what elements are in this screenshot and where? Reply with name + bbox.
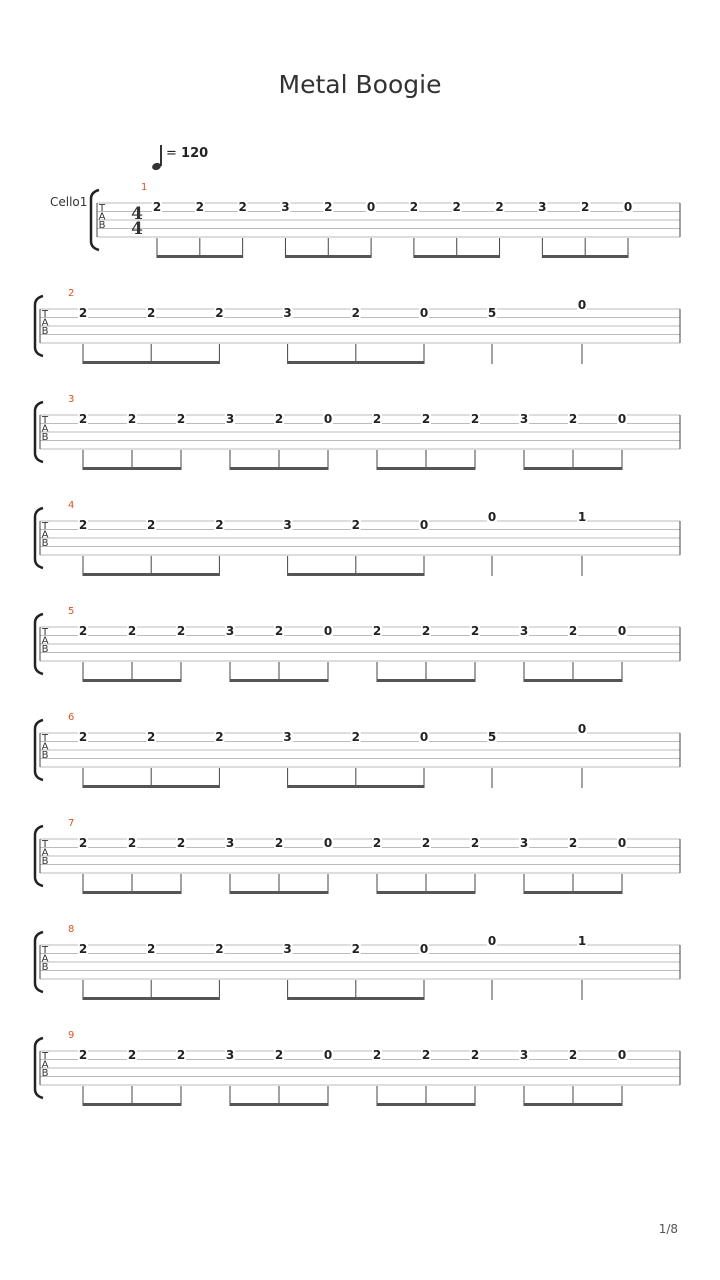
fret-number: 5: [487, 730, 497, 744]
fret-number: 0: [419, 730, 429, 744]
beam: [83, 997, 219, 1000]
fret-number: 3: [283, 942, 292, 956]
beam: [83, 573, 219, 576]
tempo-text: = 120: [166, 146, 209, 161]
fret-number: 2: [372, 624, 382, 638]
beam: [230, 679, 328, 682]
beam: [524, 891, 622, 894]
fret-number: 3: [519, 412, 529, 426]
fret-number: 2: [127, 412, 137, 426]
fret-number: 2: [351, 306, 360, 320]
tab-clef-letter: A: [98, 211, 106, 223]
fret-number: 2: [238, 200, 247, 214]
measure-number: 8: [68, 924, 75, 935]
fret-number: 1: [577, 510, 587, 524]
fret-number: 3: [283, 730, 292, 744]
beam: [377, 891, 475, 894]
fret-number: 3: [283, 518, 292, 532]
fret-number: 2: [215, 730, 224, 744]
measure-number: 6: [68, 712, 75, 723]
beam: [285, 255, 371, 258]
tab-clef-letter: T: [41, 945, 49, 956]
fret-number: 2: [127, 624, 137, 638]
beam: [83, 361, 219, 364]
tab-clef-letter: T: [41, 839, 49, 850]
fret-number: 0: [623, 200, 633, 214]
tab-clef-letter: A: [41, 1059, 49, 1071]
tab-clef-letter: A: [41, 741, 49, 753]
tab-clef-letter: T: [41, 1051, 49, 1062]
tab-clef-letter: T: [98, 203, 106, 214]
tab-clef-letter: A: [41, 953, 49, 965]
beam: [288, 361, 424, 364]
fret-number: 3: [519, 624, 529, 638]
fret-number: 3: [538, 200, 547, 214]
tab-clef-letter: A: [41, 847, 49, 859]
tab-clef-letter: B: [41, 750, 49, 761]
time-signature-top: 4: [131, 204, 143, 224]
beam: [157, 255, 243, 258]
fret-number: 2: [351, 518, 360, 532]
fret-number: 2: [568, 624, 578, 638]
fret-number: 2: [274, 624, 284, 638]
fret-number: 2: [78, 836, 88, 850]
fret-number: 3: [225, 836, 235, 850]
tab-clef-letter: B: [41, 538, 49, 549]
tab-clef-letter: B: [41, 326, 49, 337]
fret-number: 2: [421, 836, 431, 850]
fret-number: 0: [323, 412, 333, 426]
fret-number: 2: [351, 942, 360, 956]
fret-number: 2: [568, 836, 578, 850]
fret-number: 2: [409, 200, 419, 214]
beam: [524, 1103, 622, 1106]
beam: [377, 679, 475, 682]
measure-number: 5: [68, 606, 75, 617]
fret-number: 3: [519, 836, 529, 850]
tab-clef-letter: B: [41, 432, 49, 443]
fret-number: 2: [78, 306, 88, 320]
fret-number: 2: [470, 1048, 480, 1062]
measure-number: 7: [68, 818, 75, 829]
fret-number: 2: [152, 200, 162, 214]
fret-number: 2: [215, 306, 224, 320]
fret-number: 2: [176, 624, 186, 638]
fret-number: 2: [372, 1048, 382, 1062]
tab-clef-letter: T: [41, 627, 49, 638]
fret-number: 2: [147, 942, 156, 956]
page-number: 1/8: [658, 1222, 678, 1236]
fret-number: 2: [421, 412, 431, 426]
fret-number: 3: [225, 412, 235, 426]
fret-number: 2: [176, 412, 186, 426]
fret-number: 3: [225, 1048, 235, 1062]
fret-number: 2: [78, 730, 88, 744]
fret-number: 2: [127, 836, 137, 850]
measure-number: 3: [68, 394, 75, 405]
beam: [524, 679, 622, 682]
beam: [542, 255, 628, 258]
fret-number: 2: [78, 624, 88, 638]
fret-number: 0: [617, 624, 627, 638]
fret-number: 2: [127, 1048, 137, 1062]
fret-number: 0: [577, 722, 587, 736]
tab-clef-letter: A: [41, 317, 49, 329]
beam: [83, 1103, 181, 1106]
fret-number: 0: [323, 836, 333, 850]
fret-number: 2: [78, 1048, 88, 1062]
fret-number: 2: [274, 836, 284, 850]
fret-number: 2: [176, 1048, 186, 1062]
tab-clef-letter: A: [41, 529, 49, 541]
tab-clef-letter: T: [41, 521, 49, 532]
tempo-bpm: 120: [181, 146, 209, 161]
fret-number: 0: [487, 934, 497, 948]
time-signature-bottom: 4: [131, 219, 143, 239]
fret-number: 0: [419, 306, 429, 320]
fret-number: 2: [215, 518, 224, 532]
fret-number: 2: [147, 518, 156, 532]
measure-number: 4: [68, 500, 75, 511]
tab-clef-letter: B: [41, 1068, 49, 1079]
beam: [230, 891, 328, 894]
fret-number: 2: [324, 200, 333, 214]
tab-clef-letter: A: [41, 423, 49, 435]
fret-number: 2: [372, 412, 382, 426]
fret-number: 2: [495, 200, 504, 214]
tab-clef-letter: B: [41, 644, 49, 655]
fret-number: 2: [176, 836, 186, 850]
beam: [83, 467, 181, 470]
beam: [83, 891, 181, 894]
fret-number: 0: [323, 624, 333, 638]
beam: [83, 785, 219, 788]
fret-number: 2: [78, 518, 88, 532]
fret-number: 0: [419, 942, 429, 956]
fret-number: 5: [487, 306, 497, 320]
fret-number: 2: [78, 942, 88, 956]
fret-number: 2: [351, 730, 360, 744]
fret-number: 2: [372, 836, 382, 850]
fret-number: 3: [281, 200, 290, 214]
fret-number: 0: [617, 836, 627, 850]
fret-number: 2: [421, 624, 431, 638]
beam: [230, 467, 328, 470]
fret-number: 0: [617, 412, 627, 426]
beam: [377, 467, 475, 470]
fret-number: 0: [577, 298, 587, 312]
fret-number: 2: [470, 412, 480, 426]
beam: [377, 1103, 475, 1106]
instrument-label: Cello1: [50, 195, 88, 209]
fret-number: 2: [452, 200, 461, 214]
tab-clef-letter: B: [98, 220, 106, 231]
fret-number: 2: [78, 412, 88, 426]
tab-clef-letter: T: [41, 415, 49, 426]
beam: [288, 573, 424, 576]
beam: [524, 467, 622, 470]
fret-number: 2: [581, 200, 590, 214]
fret-number: 1: [577, 934, 587, 948]
measure-number: 1: [141, 182, 148, 193]
fret-number: 2: [215, 942, 224, 956]
fret-number: 2: [274, 412, 284, 426]
beam: [414, 255, 500, 258]
measure-number: 9: [68, 1030, 75, 1041]
tab-clef-letter: T: [41, 733, 49, 744]
fret-number: 3: [225, 624, 235, 638]
beam: [288, 785, 424, 788]
fret-number: 0: [487, 510, 497, 524]
fret-number: 2: [470, 836, 480, 850]
tab-clef-letter: T: [41, 309, 49, 320]
fret-number: 2: [568, 1048, 578, 1062]
fret-number: 0: [366, 200, 376, 214]
fret-number: 0: [617, 1048, 627, 1062]
fret-number: 2: [568, 412, 578, 426]
fret-number: 3: [283, 306, 292, 320]
measure-number: 2: [68, 288, 75, 299]
tab-clef-letter: B: [41, 962, 49, 973]
fret-number: 3: [519, 1048, 529, 1062]
fret-number: 0: [323, 1048, 333, 1062]
fret-number: 2: [147, 306, 156, 320]
beam: [83, 679, 181, 682]
fret-number: 0: [419, 518, 429, 532]
tab-clef-letter: A: [41, 635, 49, 647]
fret-number: 2: [421, 1048, 431, 1062]
fret-number: 2: [274, 1048, 284, 1062]
beam: [230, 1103, 328, 1106]
fret-number: 2: [470, 624, 480, 638]
fret-number: 2: [147, 730, 156, 744]
beam: [288, 997, 424, 1000]
tab-clef-letter: B: [41, 856, 49, 867]
score-title: Metal Boogie: [278, 70, 442, 99]
fret-number: 2: [195, 200, 204, 214]
